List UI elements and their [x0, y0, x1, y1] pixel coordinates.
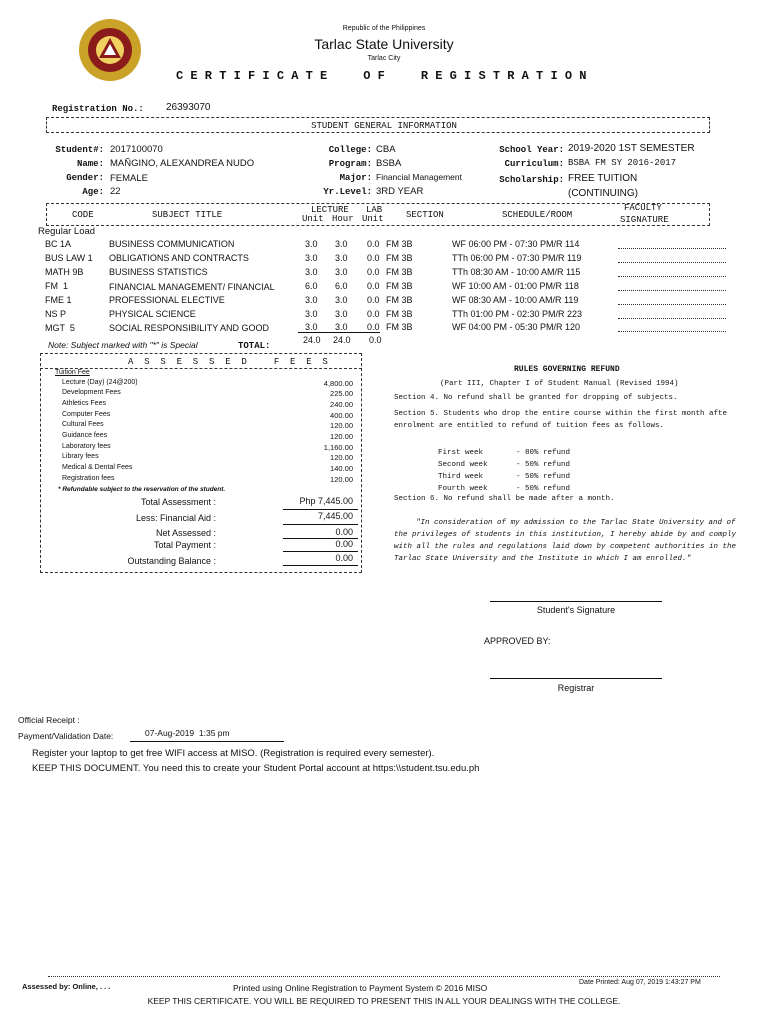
net-assessed-label: Net Assessed : [155, 528, 216, 538]
outstanding-balance-value: 0.00 [335, 553, 353, 563]
lecture-hour: 3.0 [335, 267, 348, 277]
schedule-room: TTh 01:00 PM - 02:30 PM/R 223 [452, 309, 583, 319]
lab-unit: 0.0 [367, 281, 380, 291]
subject-code: BUS LAW 1 [45, 253, 93, 263]
total-assessment-value: Php 7,445.00 [299, 496, 353, 506]
payment-date-rule [130, 741, 284, 742]
scholarship-label: Scholarship: [499, 175, 564, 185]
subject-title: OBLIGATIONS AND CONTRACTS [109, 253, 249, 263]
lecture-hour: 6.0 [335, 281, 348, 291]
fee-item-name: Registration fees [62, 475, 115, 482]
total-assessment-rule [283, 509, 358, 510]
lecture-unit: 6.0 [305, 281, 318, 291]
major-label: Major: [339, 173, 372, 183]
student-signature-label: Student's Signature [536, 605, 616, 615]
regular-load-label: Regular Load [38, 226, 96, 237]
yrlevel-label: Yr.Level: [323, 187, 372, 197]
fee-item-amount: 120.00 [330, 453, 353, 462]
lecture-unit: 3.0 [305, 322, 318, 332]
student-number: 2017100070 [110, 144, 163, 155]
lecture-unit: 3.0 [305, 295, 318, 305]
registrar-signature-line [490, 678, 662, 679]
section: FM 3B [386, 239, 413, 249]
subject-title: SOCIAL RESPONSIBILITY AND GOOD [109, 323, 270, 333]
subject-code: FME 1 [45, 295, 72, 305]
faculty-signature-line [618, 290, 726, 291]
student-info-title: STUDENT GENERAL INFORMATION [311, 121, 457, 131]
refund-pct: - 50% refund [516, 473, 571, 481]
keep-certificate-notice: KEEP THIS CERTIFICATE. YOU WILL BE REQUIRED TO PRESENT THIS IN ALL YOUR DEALINGS WITH THE COLLEGE. [147, 996, 621, 1006]
fee-item-amount: 120.00 [330, 432, 353, 441]
section: FM 3B [386, 295, 413, 305]
wifi-notice: Register your laptop to get free WIFI access at MISO. (Registration is required every semester). [32, 748, 435, 759]
fee-item-name: Laboratory fees [62, 443, 111, 450]
refund-pct: - 50% refund [516, 461, 571, 469]
section: FM 3B [386, 281, 413, 291]
col-faculty: FACULTY [624, 203, 662, 213]
financial-aid-value: 7,445.00 [317, 511, 353, 521]
admission-quote-line: the privileges of students in this institution, I hereby abide by and comply [394, 531, 737, 539]
lab-unit: 0.0 [367, 267, 380, 277]
program-label: Program: [328, 159, 372, 169]
admission-quote-line: "In consideration of my admission to the Tarlac State University and of [416, 519, 736, 527]
registration-number: 26393070 [166, 102, 211, 113]
financial-aid-rule [283, 524, 358, 525]
gender-label: Gender: [66, 173, 104, 183]
outstanding-balance-rule [283, 565, 358, 566]
section: FM 3B [386, 267, 413, 277]
col-lecture-hour: Hour [332, 214, 354, 224]
refund-week: Third week [438, 473, 484, 481]
subject-title: PROFESSIONAL ELECTIVE [109, 295, 225, 305]
faculty-signature-line [618, 318, 726, 319]
lab-unit: 0.0 [367, 309, 380, 319]
lab-unit: 0.0 [367, 253, 380, 263]
col-code: CODE [72, 210, 94, 220]
faculty-signature-line [618, 331, 726, 332]
fee-item-amount: 1,160.00 [323, 443, 353, 452]
schoolyear-value: 2019-2020 1ST SEMESTER [568, 143, 695, 154]
refund-section-5a: Section 5. Students who drop the entire course within the first month afte [394, 410, 728, 418]
lecture-hour: 3.0 [335, 253, 348, 263]
subject-title: BUSINESS STATISTICS [109, 267, 208, 277]
col-schedule: SCHEDULE/ROOM [502, 210, 573, 220]
registrar-label: Registrar [557, 683, 595, 693]
age-value: 22 [110, 186, 121, 197]
subject-code: MGT 5 [45, 323, 75, 333]
fee-item-name: Athletics Fees [62, 400, 106, 407]
fee-item-name: Cultural Fees [62, 421, 104, 428]
lab-unit: 0.0 [367, 295, 380, 305]
total-label: TOTAL: [238, 341, 271, 351]
fee-item-name: Computer Fees [62, 411, 111, 418]
fee-item-name: Lecture (Day) (24@200) [62, 379, 138, 386]
certificate-title: C E R T I F I C A T E O F R E G I S T R A T I O N [176, 69, 587, 83]
total-lecture-unit: 24.0 [303, 335, 321, 345]
lab-unit: 0.0 [367, 322, 380, 332]
lecture-unit: 3.0 [305, 239, 318, 249]
refund-pct: - 50% refund [516, 485, 571, 493]
col-lab-unit: Unit [362, 214, 384, 224]
refund-section-4: Section 4. No refund shall be granted for dropping of subjects. [394, 394, 678, 402]
subject-title: PHYSICAL SCIENCE [109, 309, 196, 319]
financial-aid-label: Less: Financial Aid : [135, 513, 216, 523]
schedule-room: TTh 08:30 AM - 10:00 AM/R 115 [452, 267, 581, 277]
fee-item-amount: 140.00 [330, 464, 353, 473]
refundable-note: * Refundable subject to the reservation of the student. [58, 486, 226, 493]
fee-item-name: Library fees [62, 453, 99, 460]
lecture-hour: 3.0 [335, 322, 348, 332]
student-signature-line [490, 601, 662, 602]
student-name: MAÑGINO, ALEXANDREA NUDO [110, 158, 255, 169]
fee-item-amount: 4,800.00 [323, 379, 353, 388]
city-line: Tarlac City [367, 55, 401, 62]
subject-title: BUSINESS COMMUNICATION [109, 239, 235, 249]
payment-date-label: Payment/Validation Date: [18, 731, 114, 741]
republic-line: Republic of the Philippines [342, 25, 426, 32]
schedule-room: WF 06:00 PM - 07:30 PM/R 114 [452, 239, 580, 249]
admission-quote-line: Tarlac State University and the Institute in which I am enrolled." [394, 555, 692, 563]
college-label: College: [328, 145, 372, 155]
total-lecture-hour: 24.0 [333, 335, 351, 345]
col-lecture: LECTURE [311, 205, 349, 215]
lecture-hour: 3.0 [335, 309, 348, 319]
admission-quote-line: with all the rules and regulations laid down by competent authorities in the [394, 543, 737, 551]
special-subject-note: Note: Subject marked with "*" is Special [48, 340, 198, 350]
university-name: Tarlac State University [314, 36, 454, 52]
faculty-signature-line [618, 248, 726, 249]
schedule-room: WF 10:00 AM - 01:00 PM/R 118 [452, 281, 579, 291]
payment-date-value: 07-Aug-2019 1:35 pm [145, 728, 230, 738]
schedule-room: WF 08:30 AM - 10:00 AM/R 119 [452, 295, 579, 305]
fee-item-amount: 400.00 [330, 411, 353, 420]
fee-item-amount: 120.00 [330, 475, 353, 484]
lecture-unit: 3.0 [305, 309, 318, 319]
faculty-signature-line [618, 262, 726, 263]
refund-week: Fourth week [438, 485, 488, 493]
lecture-hour: 3.0 [335, 295, 348, 305]
assessed-fees-title: A S S E S S E D F E E S [128, 357, 328, 367]
refund-section-5b: enrolment are entitled to refund of tuition fees as follows. [394, 422, 665, 430]
fee-item-amount: 225.00 [330, 389, 353, 398]
refund-week: Second week [438, 461, 488, 469]
total-lab-unit: 0.0 [369, 335, 382, 345]
total-payment-label: Total Payment : [153, 540, 216, 550]
tuition-fee-label: Tuition Fee [55, 369, 90, 376]
section: FM 3B [386, 253, 413, 263]
section: FM 3B [386, 322, 413, 332]
yrlevel-value: 3RD YEAR [376, 186, 424, 197]
col-subject-title: SUBJECT TITLE [152, 210, 223, 220]
refund-week: First week [438, 449, 484, 457]
lecture-hour: 3.0 [335, 239, 348, 249]
subject-title: FINANCIAL MANAGEMENT/ FINANCIAL [109, 282, 275, 292]
lecture-unit: 3.0 [305, 253, 318, 263]
curriculum-label: Curriculum: [504, 159, 564, 169]
refund-section-6: Section 6. No refund shall be made after a month. [394, 495, 615, 503]
subject-code: FM 1 [45, 281, 69, 291]
col-lecture-unit: Unit [302, 214, 324, 224]
col-lab: LAB [366, 205, 383, 215]
college-value: CBA [376, 144, 396, 155]
program-value: BSBA [376, 158, 402, 169]
approved-by-label: APPROVED BY: [484, 636, 551, 646]
col-section: SECTION [406, 210, 444, 220]
footer-rule [48, 976, 720, 977]
outstanding-balance-label: Outstanding Balance : [127, 556, 216, 566]
net-assessed-value: 0.00 [335, 527, 353, 537]
keep-document-notice: KEEP THIS DOCUMENT. You need this to create your Student Portal account at https:\\student.tsu.edu.ph [32, 763, 480, 774]
refund-subtitle: (Part III, Chapter I of Student Manual (Revised 1994) [440, 380, 679, 388]
subject-code: NS P [45, 309, 67, 319]
student-number-label: Student#: [55, 145, 104, 155]
lecture-unit: 3.0 [305, 267, 318, 277]
subject-code: MATH 9B [45, 267, 84, 277]
gender-value: FEMALE [110, 173, 149, 184]
registration-label: Registration No.: [52, 104, 144, 114]
section: FM 3B [386, 309, 413, 319]
totals-rule [298, 332, 380, 333]
major-value: Financial Management [376, 172, 462, 182]
subject-code: BC 1A [45, 239, 72, 249]
schedule-room: WF 04:00 PM - 05:30 PM/R 120 [452, 322, 581, 332]
assessed-by: Assessed by: Online, . . . [22, 982, 111, 991]
printed-by-line: Printed using Online Registration to Payment System © 2016 MISO [233, 983, 488, 993]
age-label: Age: [82, 187, 104, 197]
official-receipt-label: Official Receipt : [18, 715, 80, 725]
fee-item-name: Medical & Dental Fees [62, 464, 133, 471]
total-assessment-label: Total Assessment : [140, 497, 216, 507]
lab-unit: 0.0 [367, 239, 380, 249]
name-label: Name: [76, 159, 104, 169]
curriculum-value: BSBA FM SY 2016-2017 [568, 158, 677, 168]
fee-item-amount: 240.00 [330, 400, 353, 409]
schedule-room: TTh 06:00 PM - 07:30 PM/R 119 [452, 253, 582, 263]
col-signature: SIGNATURE [620, 215, 669, 225]
scholarship-value-2: (CONTINUING) [568, 188, 638, 199]
schoolyear-label: School Year: [499, 145, 564, 155]
faculty-signature-line [618, 304, 726, 305]
date-printed: Date Printed: Aug 07, 2019 1:43:27 PM [579, 979, 701, 986]
total-payment-rule [283, 551, 358, 552]
fee-item-amount: 120.00 [330, 421, 353, 430]
refund-title: RULES GOVERNING REFUND [514, 365, 620, 374]
fee-item-name: Guidance fees [62, 432, 108, 439]
total-payment-value: 0.00 [335, 539, 353, 549]
faculty-signature-line [618, 276, 726, 277]
refund-pct: - 80% refund [516, 449, 571, 457]
fee-item-name: Development Fees [62, 389, 121, 396]
scholarship-value: FREE TUITION [568, 173, 638, 184]
